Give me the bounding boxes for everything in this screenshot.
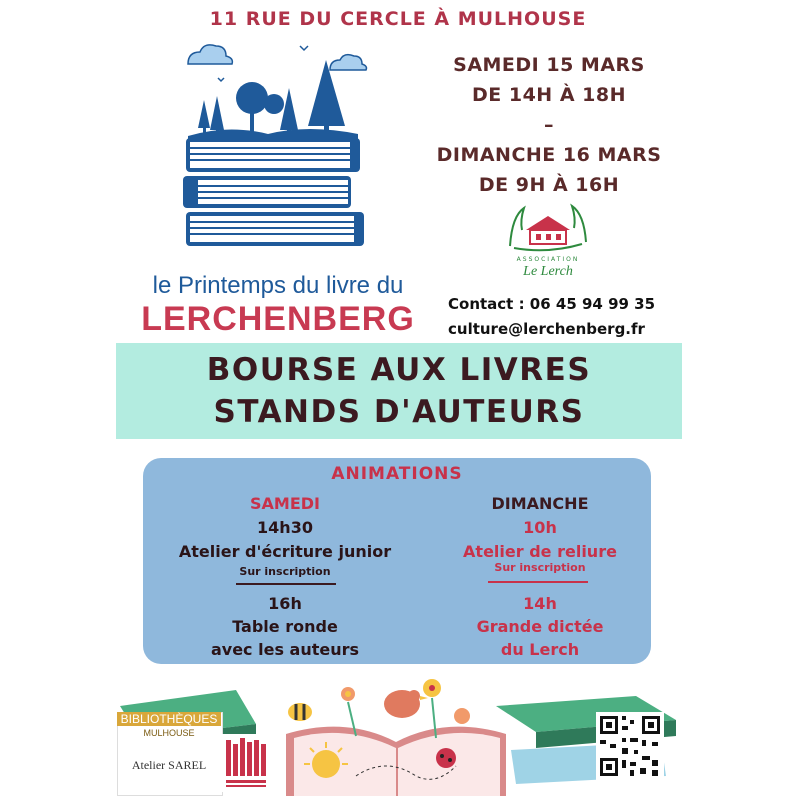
hours-sunday: DE 9H À 16H bbox=[478, 174, 620, 196]
sponsor-sarel: Atelier SAREL bbox=[131, 758, 207, 772]
sunday-event-2a: Grande dictée bbox=[476, 617, 604, 636]
saturday-event-2b: avec les auteurs bbox=[210, 640, 360, 659]
qr-code-icon[interactable] bbox=[596, 712, 664, 780]
sunday-divider bbox=[488, 581, 588, 583]
brand-title: LERCHENBERG bbox=[141, 300, 415, 338]
bibliotheques-sonores-logo-icon bbox=[222, 734, 270, 792]
saturday-event-2a: Table ronde bbox=[232, 617, 338, 636]
sunday-note-1: Sur inscription bbox=[494, 561, 586, 574]
date-separator: – bbox=[544, 114, 554, 136]
sunday-event-2b: du Lerch bbox=[500, 640, 580, 659]
books-illustration-icon bbox=[180, 38, 375, 250]
sunday-event-1: Atelier de reliure bbox=[463, 542, 617, 561]
contact-phone: Contact : 06 45 94 99 35 bbox=[448, 295, 656, 313]
sunday-time-2: 14h bbox=[523, 594, 557, 613]
sponsor-bibliotheques: BIBLIOTHÈQUES bbox=[117, 712, 221, 726]
address-heading: 11 RUE DU CERCLE À MULHOUSE bbox=[209, 8, 587, 30]
event-dates bbox=[418, 50, 680, 200]
date-sunday: DIMANCHE 16 MARS bbox=[436, 144, 662, 166]
saturday-note-1: Sur inscription bbox=[239, 565, 331, 578]
le-lerch-logo-icon bbox=[506, 202, 590, 254]
brand-subtitle: le Printemps du livre du bbox=[152, 272, 404, 299]
partner-logo-small: ASSOCIATION bbox=[516, 256, 580, 263]
saturday-time-1: 14h30 bbox=[257, 518, 313, 537]
saturday-divider bbox=[236, 583, 336, 585]
sunday-time-1: 10h bbox=[523, 518, 557, 537]
contact-email[interactable]: culture@lerchenberg.fr bbox=[448, 320, 645, 338]
date-saturday: SAMEDI 15 MARS bbox=[453, 54, 645, 76]
sponsor-mulhouse: MULHOUSE bbox=[143, 728, 195, 738]
contact-block bbox=[448, 292, 655, 342]
animations-title: ANIMATIONS bbox=[331, 464, 463, 484]
sunday-heading: DIMANCHE bbox=[491, 494, 589, 513]
banner-line-1: BOURSE AUX LIVRES bbox=[206, 352, 592, 388]
saturday-heading: SAMEDI bbox=[250, 494, 320, 513]
highlight-banner bbox=[116, 343, 682, 439]
saturday-event-1: Atelier d'écriture junior bbox=[178, 542, 392, 561]
hours-saturday: DE 14H À 18H bbox=[472, 84, 626, 106]
banner-line-2: STANDS D'AUTEURS bbox=[213, 394, 585, 430]
saturday-time-2: 16h bbox=[268, 594, 302, 613]
partner-logo-name: Le Lerch bbox=[523, 264, 573, 279]
